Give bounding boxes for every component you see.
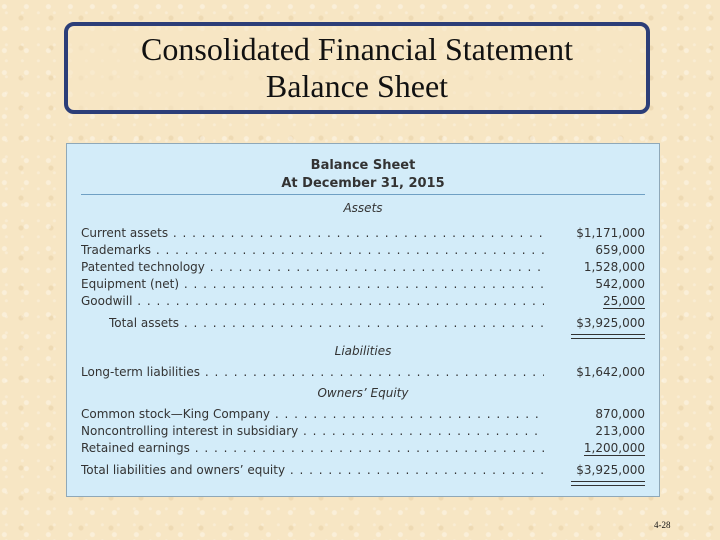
asset-row-patented-technology [81, 260, 645, 277]
liability-row-long-term [81, 365, 645, 382]
row-label: Total liabilities and owners’ equity . . . [81, 463, 544, 477]
equity-row-retained-earnings [81, 441, 645, 458]
row-amount: 870,000 [595, 407, 645, 421]
row-label: Goodwill . . . [81, 294, 544, 308]
asset-row-trademarks [81, 243, 645, 260]
slide-title-line-2: Balance Sheet [265, 68, 449, 104]
row-amount: 1,528,000 [583, 260, 645, 274]
sheet-date: At December 31, 2015 [281, 176, 445, 191]
equity-section-header: Owners’ Equity [317, 386, 409, 400]
liabilities-section-header: Liabilities [334, 344, 392, 358]
assets-section-header: Assets [343, 201, 383, 215]
total-assets-row [81, 316, 645, 333]
row-label: Common stock—King Company . . . [81, 407, 544, 421]
row-amount: 1,200,000 [583, 441, 645, 455]
row-amount: 213,000 [595, 424, 645, 438]
row-label: Retained earnings . . . [81, 441, 544, 455]
equity-row-noncontrolling [81, 424, 645, 441]
total-liabilities-equity-row [81, 463, 645, 480]
balance-sheet-panel [66, 143, 660, 497]
row-amount: $1,171,000 [576, 226, 645, 240]
row-amount: 542,000 [595, 277, 645, 291]
row-label: Long-term liabilities . . . [81, 365, 544, 379]
total-assets-double-underline [571, 334, 645, 339]
asset-row-equipment [81, 277, 645, 294]
total-liabilities-double-underline [571, 481, 645, 486]
row-amount: 25,000 [603, 294, 645, 308]
slide-number: 4-28 [654, 520, 671, 530]
sheet-heading: Balance Sheet [310, 158, 416, 173]
row-label: Patented technology . . . [81, 260, 544, 274]
row-label: Trademarks . . . [81, 243, 544, 257]
row-label: Total assets . . . [109, 316, 544, 330]
row-amount: $1,642,000 [576, 365, 645, 379]
asset-row-goodwill [81, 294, 645, 311]
row-amount: $3,925,000 [576, 463, 645, 477]
row-label: Noncontrolling interest in subsidiary . . . [81, 424, 544, 438]
slide-title-line-1: Consolidated Financial Statement [141, 31, 573, 67]
equity-row-common-stock [81, 407, 645, 424]
slide-title-box [64, 22, 650, 114]
row-amount: 659,000 [595, 243, 645, 257]
heading-rule [81, 194, 645, 195]
row-label: Current assets . . . [81, 226, 544, 240]
row-amount: $3,925,000 [576, 316, 645, 330]
asset-row-current-assets [81, 226, 645, 243]
row-label: Equipment (net) . . . [81, 277, 544, 291]
